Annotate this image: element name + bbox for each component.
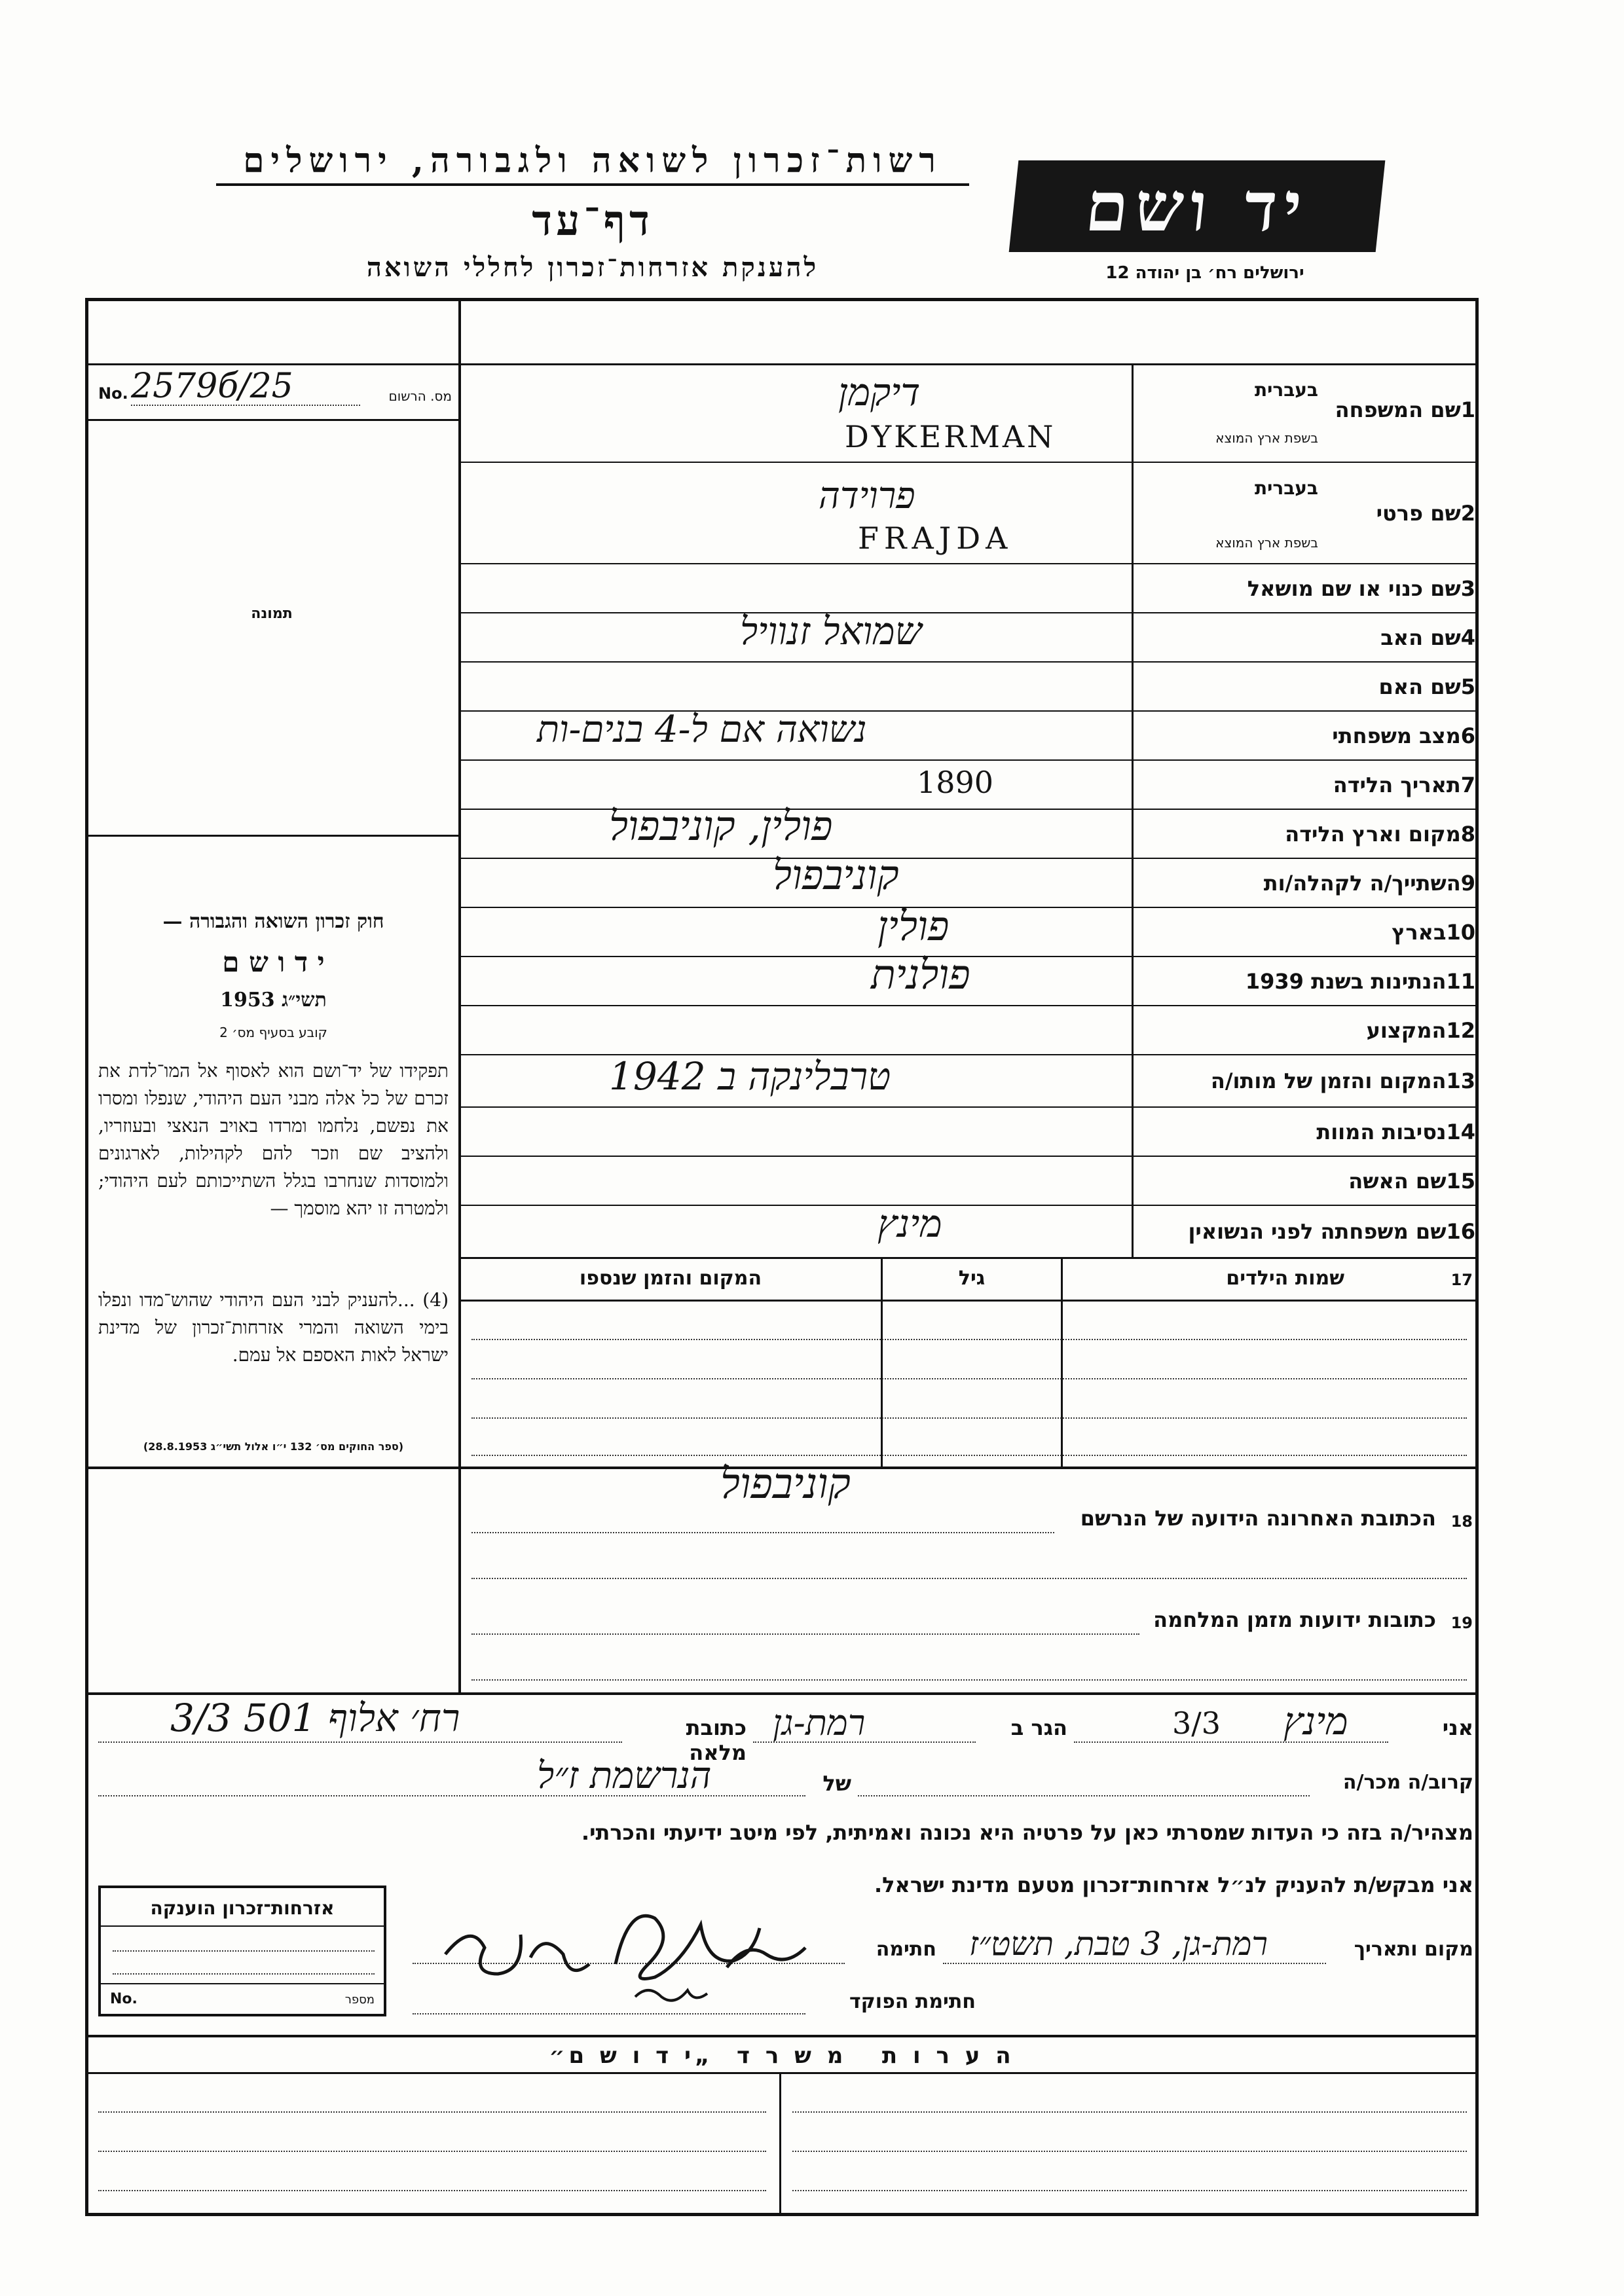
left-column-divider xyxy=(458,298,461,1692)
field-2-value-foreign: FRAJDA xyxy=(858,520,1013,556)
field-12-profession: 12המקצוע xyxy=(1366,1018,1475,1043)
children-col-place: המקום והזמן שנספו xyxy=(579,1267,762,1290)
children-col-names: 17 שמות הילדים xyxy=(1226,1267,1473,1290)
field-10-label: בארץ xyxy=(1392,920,1447,945)
declaration-ani: אני xyxy=(1442,1715,1473,1740)
field-4-father-name: 4שם האב xyxy=(1380,625,1475,650)
of-value: הנרשמת ז״ל xyxy=(537,1755,712,1797)
law-text-2: (4) ...להעניק לבני העם היהודי שהוש־מדו ונפלו בימי השואה והמרי אזרחות־זכרון של מדינת ישראל לאות האספם אל עמם. xyxy=(98,1289,449,1366)
field-13-value: טרבלינקה ב 1942 xyxy=(609,1054,891,1099)
place-date-label: מקום ותאריך xyxy=(1354,1938,1473,1961)
field-18-value: קוניבפול xyxy=(720,1460,851,1508)
city-value: רמת-גן xyxy=(773,1702,866,1743)
field-4-value: שמואל זנוויל xyxy=(740,609,922,653)
inspector-signature-label: חתימת הפוקד xyxy=(849,1990,976,2013)
field-9-value: קוניבפול xyxy=(773,851,899,899)
field-2-label: שם פרטי xyxy=(1376,501,1461,526)
field-8-label: מקום וארץ הלידה xyxy=(1285,822,1461,847)
law-text-1: תפקידו של יד־ושם הוא לאסוף אל המו־לדת את זכרם של כל אלה מבני העם היהודי, שנפלו ומסרו את נפשם, נלחמו ומרדו באויב הנאצי ובעוזריו, ולהציב שם וזכר להם לקהילות, לארגונים ולמוסדות שנחרבו בגלל השתייכותם לעם היהודי; ולמטרה זו יהא מוסמך — xyxy=(98,1060,449,1219)
photo-label: תמונה xyxy=(251,606,293,622)
signature-label: חתימה xyxy=(876,1938,936,1961)
relative-label: קרוב/ה מכר/ה xyxy=(1342,1771,1473,1794)
law-reference: (ספר החוקים מס׳ 132 י״ו אלול תשי״ג 28.8.1953) xyxy=(143,1440,404,1453)
field-13-death-place-time: 13המקום והזמן של מותו/ה xyxy=(1210,1068,1475,1093)
org-name: רשות־זכרון לשואה ולגבורה, ירושלים xyxy=(216,141,969,186)
field-1-sub-hebrew: בעברית xyxy=(1254,379,1318,401)
yad-vashem-logo xyxy=(1009,160,1386,252)
registration-label: מס. הרשום xyxy=(388,388,452,404)
field-14-label: נסיבות המוות xyxy=(1316,1120,1447,1144)
declarant-signature xyxy=(419,1892,838,2023)
field-9-community: 9השתייך/ה לקהלה/ות xyxy=(1263,871,1475,896)
field-6-value: נשואה אם ל-4 בנים-ות xyxy=(537,708,867,751)
field-1-surname: 1שם המשפחה בעברית בשפת ארץ המוצא xyxy=(1215,379,1475,446)
field-10-country: 10בארץ xyxy=(1392,920,1475,945)
field-5-label: שם האם xyxy=(1378,674,1461,699)
field-11-label: הנתינות בשנת 1939 xyxy=(1245,969,1447,994)
field-1-sub-foreign: בשפת ארץ המוצא xyxy=(1215,430,1318,446)
grant-mispar-label: מספר xyxy=(344,1993,375,2007)
grant-box xyxy=(98,1886,386,2016)
field-8-value: פולין, קוניבפול xyxy=(609,802,833,850)
field-3-nickname: 3שם כנוי או שם מושאל xyxy=(1247,576,1475,601)
field-2-value-hebrew: פרוידה xyxy=(819,475,915,517)
field-2-sub-foreign: בשפת ארץ המוצא xyxy=(1215,535,1318,551)
declaration-statement: מצהיר/ה בזה כי העדות שמסרתי כאן על פרטיה היא נכונה ואמיתית, לפי מיטב ידיעתי והכרתי. xyxy=(581,1820,1473,1845)
field-16-label: שם משפחתה לפני הנשואין xyxy=(1188,1219,1447,1244)
field-12-label: המקצוע xyxy=(1366,1018,1447,1043)
gar-label: הגר ב xyxy=(1010,1715,1067,1740)
of-label: של xyxy=(822,1771,851,1796)
field-10-value: פולין xyxy=(877,902,950,950)
registration-no-label: No. xyxy=(98,384,128,403)
field-2-first-name: 2שם פרטי בעברית בשפת ארץ המוצא xyxy=(1215,477,1475,551)
field-6-label: מצב משפחתי xyxy=(1332,723,1461,748)
field-2-sub-hebrew: בעברית xyxy=(1254,477,1318,499)
registration-no-value: 2579б/25 xyxy=(131,367,293,406)
children-col-age: גיל xyxy=(958,1267,986,1290)
field-6-marital-status: 6מצב משפחתי xyxy=(1332,723,1475,748)
law-year: תשי״ג 1953 xyxy=(220,989,327,1011)
field-4-label: שם האב xyxy=(1380,625,1461,650)
field-14-death-circumstances: 14נסיבות המוות xyxy=(1316,1120,1475,1144)
logo-text: יד ושם xyxy=(1082,166,1312,247)
field-8-birth-place: 8מקום וארץ הלידה xyxy=(1285,822,1475,847)
field-15-wife-name: 15שם האשה xyxy=(1348,1169,1475,1194)
remarks-title: ה ע ר ו ת מ ש ר ד „י ד ו ש ם״ xyxy=(549,2043,1015,2069)
field-17-num: 17 xyxy=(1450,1271,1473,1289)
law-name: י ד ו ש ם xyxy=(222,946,325,978)
declarant-name: מינץ xyxy=(1283,1699,1348,1743)
field-11-citizenship-1939: 11הנתינות בשנת 1939 xyxy=(1245,969,1475,994)
form-subtitle: להענקת אזרחות־זכרון לחללי השואה xyxy=(366,252,819,283)
field-1-label: שם המשפחה xyxy=(1335,397,1461,422)
place-date-value: רמת-גן, 3 טבת, תשט״ז xyxy=(969,1925,1268,1963)
form-title: דף־עד xyxy=(532,196,654,246)
field-1-value-hebrew: דיקמן xyxy=(838,370,921,414)
field-3-label: שם כנוי או שם מושאל xyxy=(1247,576,1461,601)
logo-address: ירושלים רח׳ בן יהודה 12 xyxy=(1105,263,1304,283)
field-7-birth-date: 7תאריך הלידה xyxy=(1333,773,1475,797)
field-1-value-foreign: DYKERMAN xyxy=(845,419,1056,454)
grant-box-title: אזרחות־זכרון הוענקה xyxy=(101,1888,384,1927)
field-16-value: מינץ xyxy=(877,1201,942,1246)
law-title: חוק זכרון השואה והגבורה — xyxy=(162,910,384,933)
grant-no-label: No. xyxy=(110,1991,138,2007)
field-16-maiden-name: 16שם משפחתה לפני הנשואין xyxy=(1188,1219,1475,1244)
declaration-request: אני מבקש/ת להעניק לנ״ל אזרחות־זכרון מטעם מדינת ישראל. xyxy=(874,1872,1473,1897)
law-clause: קובע בסעיף מס׳ 2 xyxy=(219,1025,327,1040)
field-7-label: תאריך הלידה xyxy=(1333,773,1461,797)
field-9-label: השתייך/ה לקהלה/ות xyxy=(1263,871,1461,896)
field-5-mother-name: 5שם האם xyxy=(1378,674,1475,699)
full-address-label: כתובת מלאה xyxy=(686,1715,747,1765)
address-value: רח׳ אלוף 501 3/3 xyxy=(170,1696,460,1740)
field-11-value: פולנית xyxy=(871,951,970,998)
declarant-date: 3/3 xyxy=(1172,1705,1221,1741)
field-15-label: שם האשה xyxy=(1348,1169,1447,1194)
field-13-label: המקום והזמן של מותו/ה xyxy=(1210,1068,1447,1093)
field-7-value: 1890 xyxy=(917,765,994,800)
